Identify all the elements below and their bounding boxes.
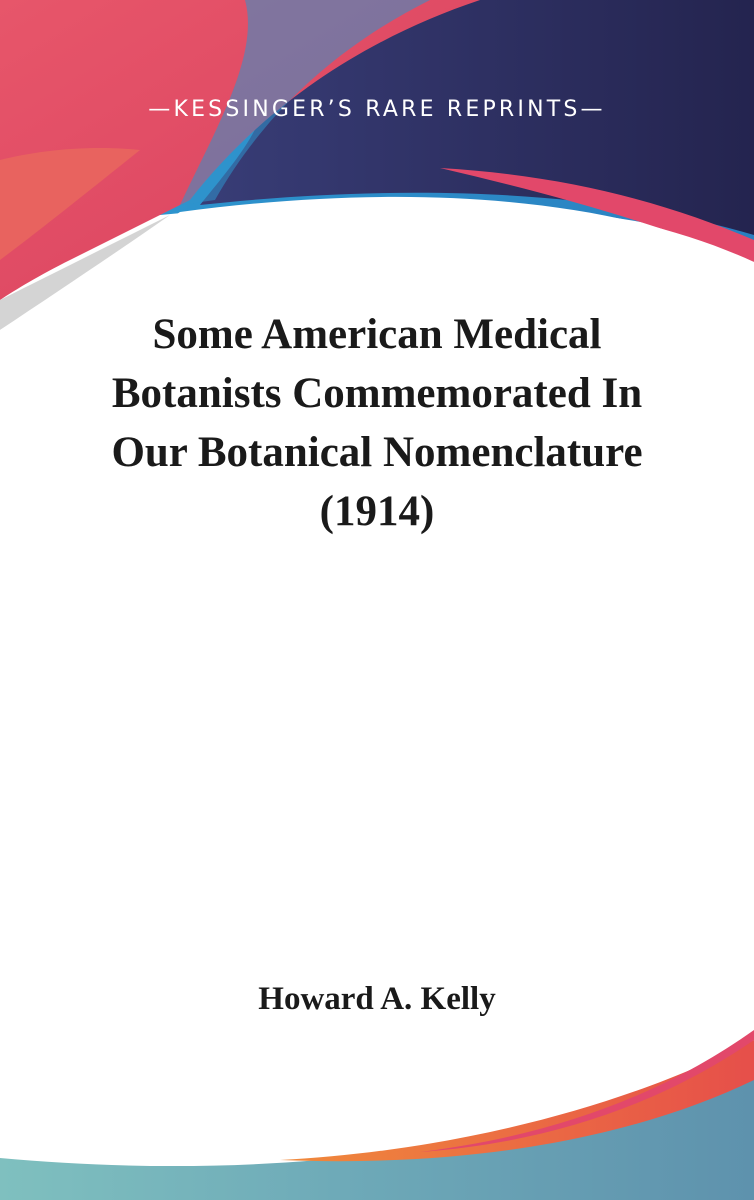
title-line: Our Botanical Nomenclature [111, 429, 643, 476]
author-name: Howard A. Kelly [258, 981, 496, 1017]
book-title [40, 305, 714, 541]
title-line: (1914) [319, 488, 435, 535]
title-line: Botanists Commemorated In [111, 370, 643, 417]
series-banner: —KESSINGER’S RARE REPRINTS— [148, 97, 606, 122]
title-line: Some American Medical [152, 311, 602, 358]
